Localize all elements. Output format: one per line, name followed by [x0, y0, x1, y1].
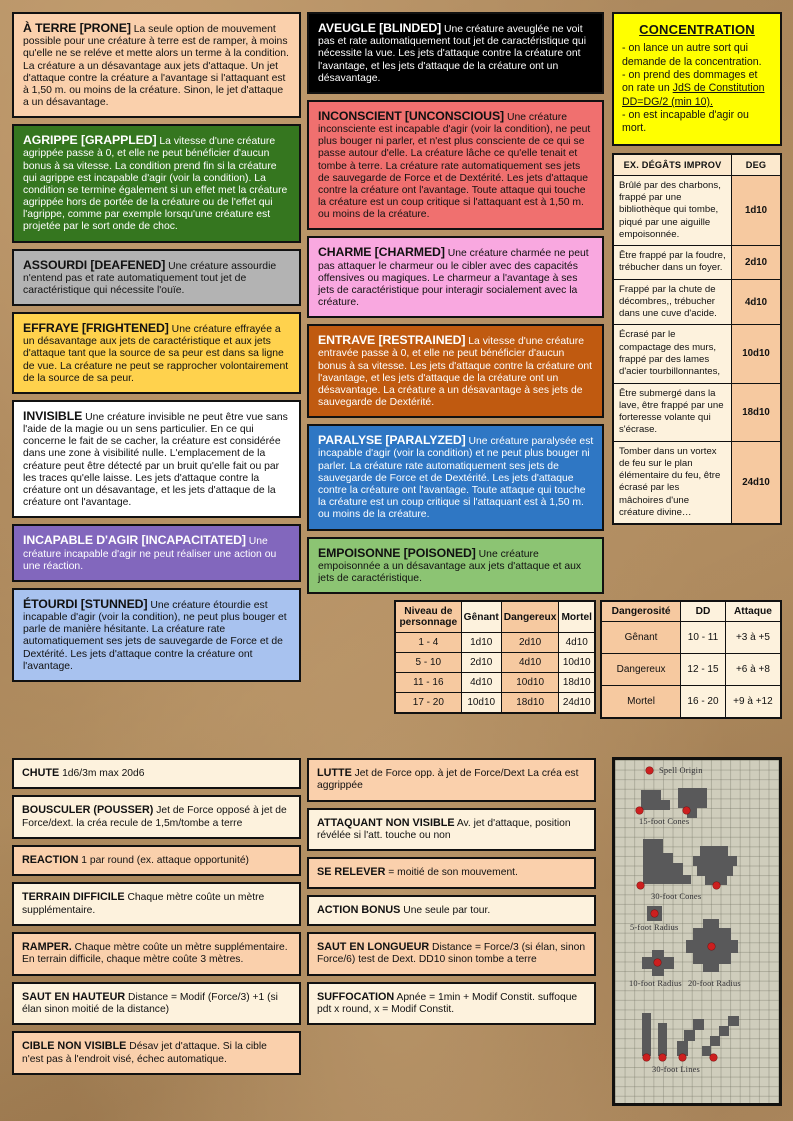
column-header: Dangereux [501, 601, 559, 633]
cone-30-origin-a [637, 882, 644, 889]
cone-15-shape-b [678, 788, 707, 808]
rule-card [307, 895, 596, 926]
cone-15-origin-a [636, 807, 643, 814]
table-cell: Gênant [601, 622, 681, 654]
damage-example-cell: Écrasé par le compactage des murs, frappé par des lames d'acier tourbillonnantes, [613, 325, 732, 383]
line-30-shape-d2 [719, 1026, 729, 1036]
table-row [613, 175, 781, 245]
condition-card-blinded [307, 12, 604, 94]
condition-title: EMPOISONNE [POISONED] [318, 545, 476, 560]
rule-title: LUTTE [317, 767, 352, 779]
rule-title: SUFFOCATION [317, 990, 395, 1003]
line-30-origin-d [710, 1054, 717, 1061]
rule-card [307, 932, 596, 976]
rule-card [307, 857, 596, 888]
damage-die-cell: 18d10 [732, 383, 782, 441]
line-30-shape-c2 [684, 1030, 695, 1041]
rule-text: Une seule par tour. [400, 904, 491, 916]
line-30-origin-b [659, 1054, 666, 1061]
condition-text: Une créature aveuglée ne voit pas et rate automatiquement tout jet de caractéristique qui nécessite la vue. Les jets d'attaque contre la créature ont l'avantage, et les jets d'attaque de la créature ont un désavantage. [318, 24, 587, 84]
condition-text: Une créature invisible ne peut être vue sans l'aide de la magie ou un sens particulier. En ce qui concerne le fait de se cacher, la créature est considérée dans une zone à visibilité nulle. L'emplacement de la créature peut être détecté par un bruit qu'elle fait ou par les traces qu'elle laisse. Les jets d'attaque contre la créature ont un désavantage, et les jets d'attaque de la créature ont l'avantage. [23, 411, 288, 509]
table-cell: 2d10 [501, 633, 559, 653]
condition-text: La seule option de mouvement possible pour une créature à terre est de ramper, à moins qu'elle ne se reléve et mette alors un terme à la condition. La créature a un désavantage aux jets d'attaque. Un jet d'attaque contre la créature a l'avantage si l'attaquant est à 1,50 m. ou moins de la créature. Sinon, le jet d'attaque a un désavantage. [23, 24, 289, 109]
level-damage-table-wrap [394, 600, 596, 714]
rules-column-middle [307, 758, 596, 1031]
damage-die-cell: 2d10 [732, 246, 782, 280]
right-column [612, 12, 782, 525]
rule-text: Apnée = 1min + Modif Constit. suffoque pdt x round, x = Modif Constit. [317, 991, 578, 1016]
table-row [601, 654, 781, 686]
condition-card-restrained [307, 324, 604, 418]
rule-title: CIBLE NON VISIBLE [22, 1040, 127, 1053]
condition-card-charmed [307, 236, 604, 318]
condition-text: La vitesse d'une créature agrippée passe à 0, et elle ne peut bénéficier d'aucun bonus à sa vitesse. La condition prend fin si la créature qui agrippe est incapable d'agir (voir la condition). La condition se termine également si un effet met la créature agrippée hors de portée de la créature ou de l'effet qui l'agrippe, comme par exemple lorsqu'une créature est projetée par le sort onde de choc. [23, 136, 288, 233]
rule-title: SAUT EN LONGUEUR [317, 941, 430, 954]
conditions-column-middle [307, 12, 604, 600]
rule-title: TERRAIN DIFFICILE [22, 891, 125, 904]
table-row [601, 622, 781, 654]
table-row [395, 693, 595, 714]
condition-text: Une créature assourdie n'entend pas et rate automatiquement tout jet de caractéristique qui nécessite l'ouïe. [23, 260, 277, 296]
table-cell: 18d10 [501, 693, 559, 714]
condition-text: Une créature charmée ne peut pas attaquer le charmeur ou le cibler avec des capacités offensives ou magiques. Le charmeur a l'avantage à ses jets de caractéristique pour interagir socialement avec la créature. [318, 248, 589, 309]
table-cell: 24d10 [559, 693, 595, 714]
rule-text: Distance = Modif (Force/3) +1 (si élan sinon moitié de la distance) [22, 991, 278, 1016]
rule-text: 1 par round (ex. attaque opportunité) [78, 855, 249, 867]
radius-20-origin [708, 943, 715, 950]
table-cell: 11 - 16 [395, 673, 461, 693]
line-30-origin-c [679, 1054, 686, 1061]
rule-text: Distance = Force/3 (si élan, sinon Force/6) test de Dext. DD10 sinon tombe a terre [317, 942, 586, 966]
table-header-row [395, 601, 595, 633]
table-cell: 18d10 [559, 673, 595, 693]
condition-title: ENTRAVE [RESTRAINED] [318, 333, 466, 348]
cone-30-shape-a2 [643, 853, 673, 863]
condition-card-invisible [12, 400, 301, 518]
rule-text: = moitié de son mouvement. [385, 867, 518, 879]
condition-title: ÉTOURDI [STUNNED] [23, 596, 148, 611]
table-cell: +6 à +8 [725, 654, 781, 686]
condition-title: PARALYSE [PARALYZED] [318, 433, 466, 448]
table-cell: 5 - 10 [395, 653, 461, 673]
radius-20-shape-4 [693, 953, 731, 964]
condition-title: CHARME [CHARMED] [318, 245, 445, 260]
table-row [613, 383, 781, 441]
condition-card-deafened [12, 249, 301, 307]
column-header-damage: DEG [732, 154, 782, 176]
condition-text: Une créature empoisonnée a un désavantage aux jets d'attaque et aux jets de caractéristique. [318, 548, 582, 584]
rule-title: CHUTE [22, 767, 60, 779]
radius-10-origin [654, 959, 661, 966]
cone-30-shape-a3 [643, 863, 683, 875]
condition-text: Une créature étourdie est incapable d'agir (voir la condition), ne peut plus bouger et parle de manière hésitante. La créature rate automatiquement ses jets de sauvegarde de Force et de Dextérité. Les jets d'attaque contre la créature ont l'avantage. [23, 599, 287, 672]
cone-30-shape-a4 [643, 875, 691, 884]
table-cell: +3 à +5 [725, 622, 781, 654]
table-row [395, 653, 595, 673]
cone-15-shape-a [641, 790, 661, 800]
rule-text: 1d6/3m max 20d6 [59, 768, 145, 779]
column-header: DD [681, 601, 726, 622]
column-header-description: EX. DÉGÂTS IMPROV [613, 154, 732, 176]
condition-text: Une créature inconsciente est incapable d'agir (voir la condition), ne peut plus bouger ni parler, et n'est plus consciente de ce qui se passe autour d'elle. La créature lâche ce qu'elle tenait et tombe à terre. La créature rate automatiquement ses jets de sauvegarde de Force et de Dextérité. Les jets d'attaque contre la créature ont l'avantage. Toute attaque qui touche la créature est un coup critique si l'attaquant est à 1,50 m. ou moins de la créature. [318, 111, 591, 221]
rule-text: Chaque mètre coûte un mètre supplémentaire. En terrain difficile, chaque mètre coûte 3 mètres. [22, 942, 288, 966]
condition-title: INVISIBLE [23, 408, 83, 423]
rule-card [12, 1031, 301, 1075]
condition-title: AVEUGLE [BLINDED] [318, 21, 442, 35]
condition-text: Une créature effrayée a un désavantage aux jets de caractéristique et aux jets d'attaque tant que la source de sa peur est dans sa ligne de vue. La créature ne peut se rapprocher volontairement de la source de sa peur. [23, 324, 289, 384]
table-cell: 4d10 [461, 673, 501, 693]
line-30-shape-d3 [710, 1036, 720, 1046]
level-damage-table [394, 600, 596, 714]
damage-example-cell: Être frappé par la foudre, trébucher dans un foyer. [613, 246, 732, 280]
rule-card [12, 758, 301, 789]
condition-title: À TERRE [PRONE] [23, 21, 131, 35]
condition-text: La vitesse d'une créature entravée passe à 0, et elle ne peut bénéficier d'aucun bonus à sa vitesse. Les jets d'attaque contre la créature ont l'avantage, et les jets d'attaque de la créature ont un désavantage. La créature a un désavantage à ses jets de sauvegarde de Dextérité. [318, 336, 593, 409]
table-row [601, 686, 781, 719]
rule-card [12, 795, 301, 839]
condition-title: INCONSCIENT [UNCONSCIOUS] [318, 108, 505, 123]
rule-card [12, 932, 301, 976]
condition-card-prone [12, 12, 301, 118]
condition-card-poisoned [307, 537, 604, 595]
rules-column-left [12, 758, 301, 1081]
aoe-label-5-foot-radius: 5-foot Radius [630, 923, 679, 932]
improvised-damage-table [612, 153, 782, 525]
cone-30-shape-a1 [643, 839, 663, 853]
rule-title: ATTAQUANT NON VISIBLE [317, 816, 455, 829]
danger-rating-table [600, 600, 782, 719]
cone-30-shape-b2 [693, 856, 737, 866]
table-cell: +9 à +12 [725, 686, 781, 719]
condition-title: INCAPABLE D'AGIR [INCAPACITATED] [23, 533, 246, 548]
damage-die-cell: 4d10 [732, 279, 782, 325]
condition-card-unconscious [307, 100, 604, 231]
rule-title: SAUT EN HAUTEUR [22, 990, 126, 1003]
table-cell: 10d10 [461, 693, 501, 714]
radius-10-shape-3 [652, 969, 664, 976]
condition-card-incapacitated [12, 524, 301, 582]
concentration-line-2 [622, 69, 772, 109]
column-header: Mortel [559, 601, 595, 633]
table-cell: 17 - 20 [395, 693, 461, 714]
concentration-line-2-text: - on prend des dommages et on rate un [622, 69, 758, 95]
table-row [613, 441, 781, 524]
rule-card [307, 982, 596, 1026]
column-header: Dangerosité [601, 601, 681, 622]
aoe-label-20-foot-radius: 20-foot Radius [688, 979, 741, 988]
aoe-label-spell-origin: Spell Origin [659, 766, 703, 775]
table-cell: 4d10 [559, 633, 595, 653]
table-row [395, 673, 595, 693]
table-header-row [601, 601, 781, 622]
conditions-column-left [12, 12, 301, 688]
rule-card [12, 882, 301, 926]
condition-title: ASSOURDI [DEAFENED] [23, 257, 166, 272]
column-header: Gênant [461, 601, 501, 633]
table-cell: 10 - 11 [681, 622, 726, 654]
table-cell: 1 - 4 [395, 633, 461, 653]
column-header: Niveau de personnage [395, 601, 461, 633]
concentration-title: CONCENTRATION [639, 22, 755, 37]
rule-title: ACTION BONUS [317, 903, 401, 916]
rule-card [12, 845, 301, 876]
damage-die-cell: 1d10 [732, 175, 782, 245]
damage-example-cell: Tomber dans un vortex de feu sur le plan élémentaire du feu, être écrasé par les mâchoires d'une créature divine… [613, 441, 732, 524]
condition-title: EFFRAYE [FRIGHTENED] [23, 321, 169, 336]
line-30-shape-c1 [693, 1019, 704, 1030]
aoe-label-30-foot-lines: 30-foot Lines [652, 1065, 700, 1074]
condition-card-frightened [12, 312, 301, 394]
table-cell: 12 - 15 [681, 654, 726, 686]
table-cell: 4d10 [501, 653, 559, 673]
cone-15-origin-b [683, 807, 690, 814]
table-cell: 10d10 [559, 653, 595, 673]
cone-30-origin-b [713, 882, 720, 889]
damage-die-cell: 24d10 [732, 441, 782, 524]
rule-text: Chaque mètre coûte un mètre supplémentaire. [22, 892, 265, 916]
damage-die-cell: 10d10 [732, 325, 782, 383]
table-row [613, 325, 781, 383]
aoe-label-10-foot-radius: 10-foot Radius [629, 979, 682, 988]
table-cell: 1d10 [461, 633, 501, 653]
cone-30-shape-b3 [697, 866, 733, 876]
condition-text: Une créature incapable d'agir ne peut réaliser une action ou une réaction. [23, 536, 277, 572]
condition-card-paralyzed [307, 424, 604, 530]
aoe-templates-panel [612, 757, 782, 1106]
rule-title: REACTION [22, 854, 79, 867]
danger-table-wrap [600, 600, 782, 719]
cone-30-shape-b1 [700, 846, 728, 856]
radius-20-shape-1 [703, 919, 719, 928]
table-cell: 10d10 [501, 673, 559, 693]
condition-title: AGRIPPE [GRAPPLED] [23, 133, 157, 148]
concentration-save-link: JdS de Constitution DD=DG/2 (min 10). [622, 82, 765, 108]
concentration-line-3: - on est incapable d'agir ou mort. [622, 109, 749, 135]
table-cell: Mortel [601, 686, 681, 719]
radius-20-shape-5 [703, 964, 719, 972]
spell-origin-dot [646, 767, 653, 774]
line-30-shape-d1 [728, 1016, 739, 1026]
rule-card [307, 808, 596, 852]
damage-example-cell: Être submergé dans la lave, être frappé par une forteresse volante qui s'écrase. [613, 383, 732, 441]
condition-card-stunned [12, 588, 301, 682]
radius-20-shape-2 [693, 928, 731, 940]
rule-title: RAMPER. [22, 941, 72, 954]
rule-title: BOUSCULER (POUSSER) [22, 804, 154, 817]
damage-example-cell: Brûlé par des charbons, frappé par une bibliothèque qui tombe, piqué par une aiguille empoisonnée. [613, 175, 732, 245]
rule-text: Av. jet d'attaque, position révélée si l'att. touche ou non [317, 817, 571, 842]
damage-example-cell: Frappé par la chute de décombres,, trébucher dans une cuve d'acide. [613, 279, 732, 325]
table-row [395, 633, 595, 653]
line-30-shape-b [658, 1023, 667, 1056]
concentration-box [612, 12, 782, 146]
line-30-shape-a [642, 1013, 651, 1056]
table-cell: 2d10 [461, 653, 501, 673]
rule-text: Jet de Force opposé à jet de Force/dext. la créa recule de 1,5m/tombe a terre [22, 805, 287, 829]
table-cell: 16 - 20 [681, 686, 726, 719]
rule-text: Jet de Force opp. à jet de Force/Dext La créa est aggrippée [317, 768, 579, 792]
table-row [613, 279, 781, 325]
cone-15-shape-a2 [641, 800, 670, 810]
aoe-label-30-foot-cones: 30-foot Cones [651, 892, 702, 901]
rule-card [12, 982, 301, 1026]
line-30-origin-a [643, 1054, 650, 1061]
rule-card [307, 758, 596, 802]
table-header-row [613, 154, 781, 176]
column-header: Attaque [725, 601, 781, 622]
rule-text: Désav jet d'attaque. Si la cible n'est pas à l'endroit visé, échec automatique. [22, 1041, 267, 1065]
radius-5-origin [651, 910, 658, 917]
concentration-line-1: - on lance un autre sort qui demande de la concentration. [622, 42, 762, 68]
rule-title: SE RELEVER [317, 866, 386, 879]
radius-10-shape-1 [652, 950, 664, 957]
table-cell: Dangereux [601, 654, 681, 686]
condition-card-grappled [12, 124, 301, 242]
table-row [613, 246, 781, 280]
condition-text: Une créature paralysée est incapable d'agir (voir la condition) et ne peut plus bouger ni parler. La créature rate automatiquement ses jets de sauvegarde de Force et de Dextérité. Les jets d'attaque contre la créature ont l'avantage. Toute attaque qui touche la créature est un coup critique si l'attaquant est à 1,50 m. ou moins de la créature. [318, 436, 594, 521]
aoe-label-15-foot-cones: 15-foot Cones [639, 817, 690, 826]
